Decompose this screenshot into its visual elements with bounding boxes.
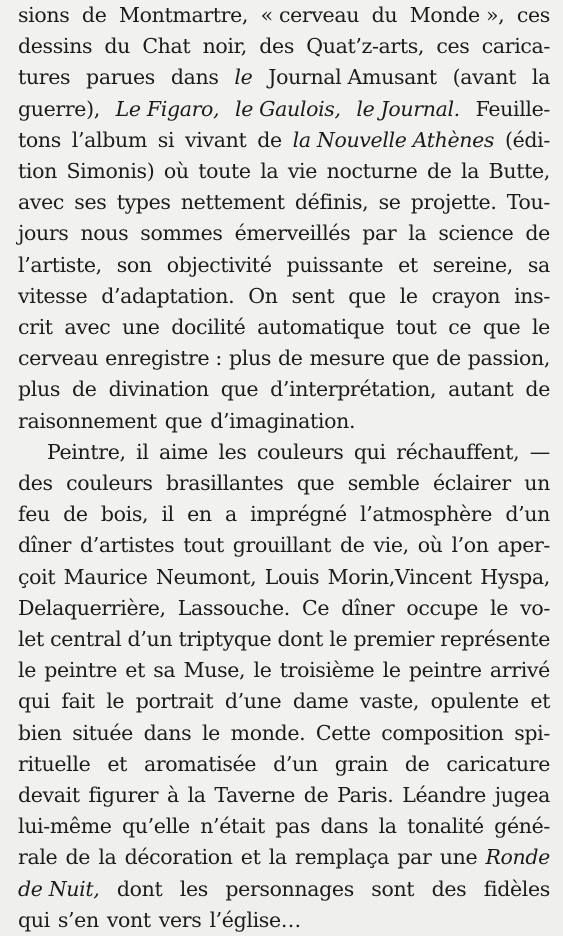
word: qui [18,689,50,714]
word: que [164,408,203,433]
text-line [47,437,550,468]
word: rale [18,845,58,870]
word: Peintre, [47,439,126,464]
text-line [18,842,550,873]
word: brasillantes [166,471,284,495]
word: de [404,751,430,776]
word: le [399,283,418,308]
word: tonalité [407,814,484,839]
word: mesure [309,346,385,371]
text-line [18,562,550,593]
word: Delaquerrière, [18,595,166,620]
word: d’un [273,751,318,776]
word: imprégné [250,502,347,527]
word: sions [18,3,70,27]
word: de [426,159,452,183]
word: Hyspa, [480,564,550,589]
word: la [461,159,480,183]
word: Tou- [506,190,550,215]
word: Cette [315,720,371,745]
word: nettement [180,190,285,215]
word: caricature [446,751,550,776]
word: la [187,783,206,807]
word: que [348,283,386,308]
word: du [371,3,398,27]
word: que [220,377,259,402]
word: vers [158,907,202,932]
text-line [18,593,550,624]
word: opulente [430,689,519,714]
word: que [391,346,430,371]
text-line [18,250,550,281]
word: Butte, [488,159,550,183]
text-line [18,406,550,437]
word: émerveillés [234,221,351,246]
text-line [18,624,550,655]
word: Le Figaro, [115,96,220,121]
word: dans [143,720,192,745]
word: puissante [286,252,384,277]
word: ces [436,34,470,59]
word: types [116,190,171,215]
word: Ronde [485,845,550,870]
word: le [253,658,272,683]
word: autant [448,377,514,402]
word: personnages [225,876,354,901]
word: la [268,845,287,870]
word: des [259,34,294,59]
word: éclairer [432,471,511,495]
word: de [257,127,282,152]
text-line [18,530,550,561]
word: de [436,346,461,371]
word: noir, [202,34,247,59]
word: grain [334,751,388,776]
word: fidèles [483,876,550,901]
word: parues [86,65,155,90]
word: Chat [142,34,191,59]
word: tion [18,159,57,183]
text-line [18,0,550,31]
word: feu [18,502,50,527]
word: les [179,876,208,901]
word: le [234,65,253,90]
word: les [218,439,247,464]
word: sommes [140,221,223,246]
text-line [18,312,550,343]
word: science [438,221,514,246]
word: jugea [494,783,550,807]
word: la [531,65,550,90]
word: d’un [127,627,173,651]
text-line [18,749,550,780]
word: ces [516,3,550,27]
text-line [18,874,550,905]
word: Monde », [409,3,505,27]
word: de [525,221,550,246]
text-line [18,31,550,62]
text-line [18,468,550,499]
word: le [490,595,509,620]
word: d’artistes [79,533,175,558]
word: spi- [514,720,550,745]
word: d’un [505,502,550,527]
word: vivant [185,127,247,152]
word: central [50,627,122,651]
word: vaste, [359,689,420,714]
word: automatique [257,315,385,339]
word: Journal Amusant [268,65,437,90]
word: çoit [18,564,56,589]
word: avec [64,315,111,339]
text-line [18,811,550,842]
word: que [296,471,335,495]
word: projette. [410,190,497,215]
word: géné- [494,814,550,839]
word: — [529,439,550,464]
word: couleurs [66,471,153,495]
word: d’imagination. [210,408,356,433]
word: le [18,658,36,683]
word: une [439,845,478,870]
text-line [18,218,550,249]
word: de [63,502,88,527]
word: représente [440,627,550,651]
word: occupe [406,595,479,620]
word: s’en [57,907,99,932]
word: toute [198,159,251,183]
word: sent [291,283,335,308]
word: réchauffent, [396,439,520,464]
word: de [278,346,303,371]
word: dans [170,65,219,90]
word: que [482,315,521,339]
word: l’église… [209,907,301,932]
word: vitesse [18,283,88,308]
word: couleurs [257,439,344,464]
word: son [116,252,152,277]
word: rituelle [18,751,91,776]
word: Maurice [63,564,148,589]
word: semble [347,471,420,495]
word: ins- [514,283,550,308]
text-line [18,718,550,749]
word: la Nouvelle Athènes [292,127,495,152]
word: en [187,502,212,527]
word: définis, [294,190,369,215]
word: tout [395,315,437,339]
word: à [166,783,179,807]
word: par [362,221,397,246]
text-line [18,655,550,686]
word: dîner [18,533,72,558]
word: enregistre : [105,346,222,371]
word: Léandre [402,783,486,807]
word: Neumont, [156,564,257,589]
word: de [303,783,329,807]
word: pas [275,814,311,839]
word: nous [80,221,129,246]
word: n’était [200,814,265,839]
word: crayon [431,283,501,308]
word: Muse, [183,658,246,683]
word: tons [18,127,61,152]
word: peintre [44,658,118,683]
word: de [525,377,550,402]
word: monde. [230,720,306,745]
word: Quat’z-arts, [306,34,425,59]
word: d’une [224,689,282,714]
word: Taverne [214,783,296,807]
word: vie [287,159,318,183]
word: il [136,439,149,464]
word: troisième [279,658,375,683]
word: ses [74,190,107,215]
word: plus [229,346,272,371]
word: la [98,845,117,870]
word: sa [527,252,550,277]
word: cerveau [18,346,99,371]
word: vo- [520,595,550,620]
word: le [201,720,220,745]
word: aromatisée [143,751,257,776]
word: sereine, [432,252,513,277]
word: le Journal. [356,96,460,121]
word: Morin,Vincent [327,564,472,589]
text-line [18,125,550,156]
word: nocturne [326,159,418,183]
word: située [72,720,133,745]
word: (avant [452,65,517,90]
word: de [81,3,107,27]
text-line [18,686,550,717]
text-line [18,94,550,125]
word: avec [18,190,65,215]
word: passion, [467,346,550,371]
word: l’atmosphère [360,502,493,527]
word: et [398,252,418,277]
word: remplaça [295,845,390,870]
word: l’on [451,533,489,558]
word: ce [448,315,472,339]
word: Paris. [337,783,394,807]
word: Ce [302,595,330,620]
text-line [18,905,550,936]
word: raisonnement [18,408,157,433]
word: « cerveau [260,3,360,27]
word: un [524,471,550,495]
text-line [18,780,550,811]
word: du [104,34,131,59]
word: sont [371,876,415,901]
word: où [417,533,443,558]
word: il [161,502,174,527]
word: décoration [124,845,233,870]
word: la [408,221,427,246]
word: docilité [171,315,246,339]
word: bien [18,720,62,745]
text-line [18,62,550,93]
word: qui [353,439,386,464]
word: dame [292,689,349,714]
word: lui-même [18,814,112,839]
word: le [531,315,550,339]
word: si [157,127,175,152]
word: Lassouche. [177,595,290,620]
word: qu’elle [122,814,190,839]
word: se [378,190,401,215]
word: le [329,627,348,651]
word: des [18,471,53,495]
word: crit [18,315,53,339]
word: premier [353,627,435,651]
word: guerre), [18,96,100,121]
word: l’artiste, [18,252,102,277]
word: le [382,658,401,683]
word: et [240,845,261,870]
word: plus [18,377,61,402]
word: tures [18,65,71,90]
word: de [72,377,97,402]
word: d’interprétation, [270,377,437,402]
word: carica- [481,34,550,59]
word: On [248,283,278,308]
word: fait [61,689,95,714]
word: dans [320,814,369,839]
word: tout [183,533,224,558]
word: dont [116,876,163,901]
word: de [339,533,365,558]
word: vont [106,907,151,932]
word: d’adaptation. [101,283,235,308]
text-line [18,343,550,374]
word: Louis [264,564,320,589]
word: peintre [408,658,482,683]
word: Montmartre, [119,3,249,27]
word: objectivité [166,252,272,277]
word: qui [18,907,50,932]
word: dessins [18,34,93,59]
word: let [18,627,44,651]
word: et [125,658,145,683]
word: Simonis) [66,159,155,183]
word: de Nuit, [18,876,100,901]
text-line [18,499,550,530]
text-line [18,187,550,218]
word: divination [108,377,209,402]
word: arrivé [489,658,550,683]
word: triptyque [178,627,272,651]
word: la [260,159,279,183]
word: de [65,845,91,870]
word: par [397,845,432,870]
word: dont [277,627,324,651]
word: aime [158,439,208,464]
word: a [224,502,237,527]
word: et [107,751,128,776]
word: bois, [100,502,149,527]
text-line [18,156,550,187]
word: aper- [497,533,550,558]
word: grouillant [232,533,332,558]
word: la [378,814,397,839]
word: vie, [373,533,409,558]
word: une [122,315,160,339]
word: l’album [71,127,147,152]
word: Feuille- [475,96,550,121]
word: composition [381,720,504,745]
word: figurer [88,783,159,807]
word: où [163,159,189,183]
word: le [106,689,125,714]
word: des [431,876,467,901]
word: et [530,689,550,714]
word: sa [153,658,176,683]
word: (édi- [504,127,550,152]
text-line [18,374,550,405]
word: dîner [341,595,395,620]
text-line [18,281,550,312]
word: jours [18,221,69,246]
word: portrait [135,689,214,714]
word: le Gaulois, [234,96,341,121]
word: devait [18,783,80,807]
